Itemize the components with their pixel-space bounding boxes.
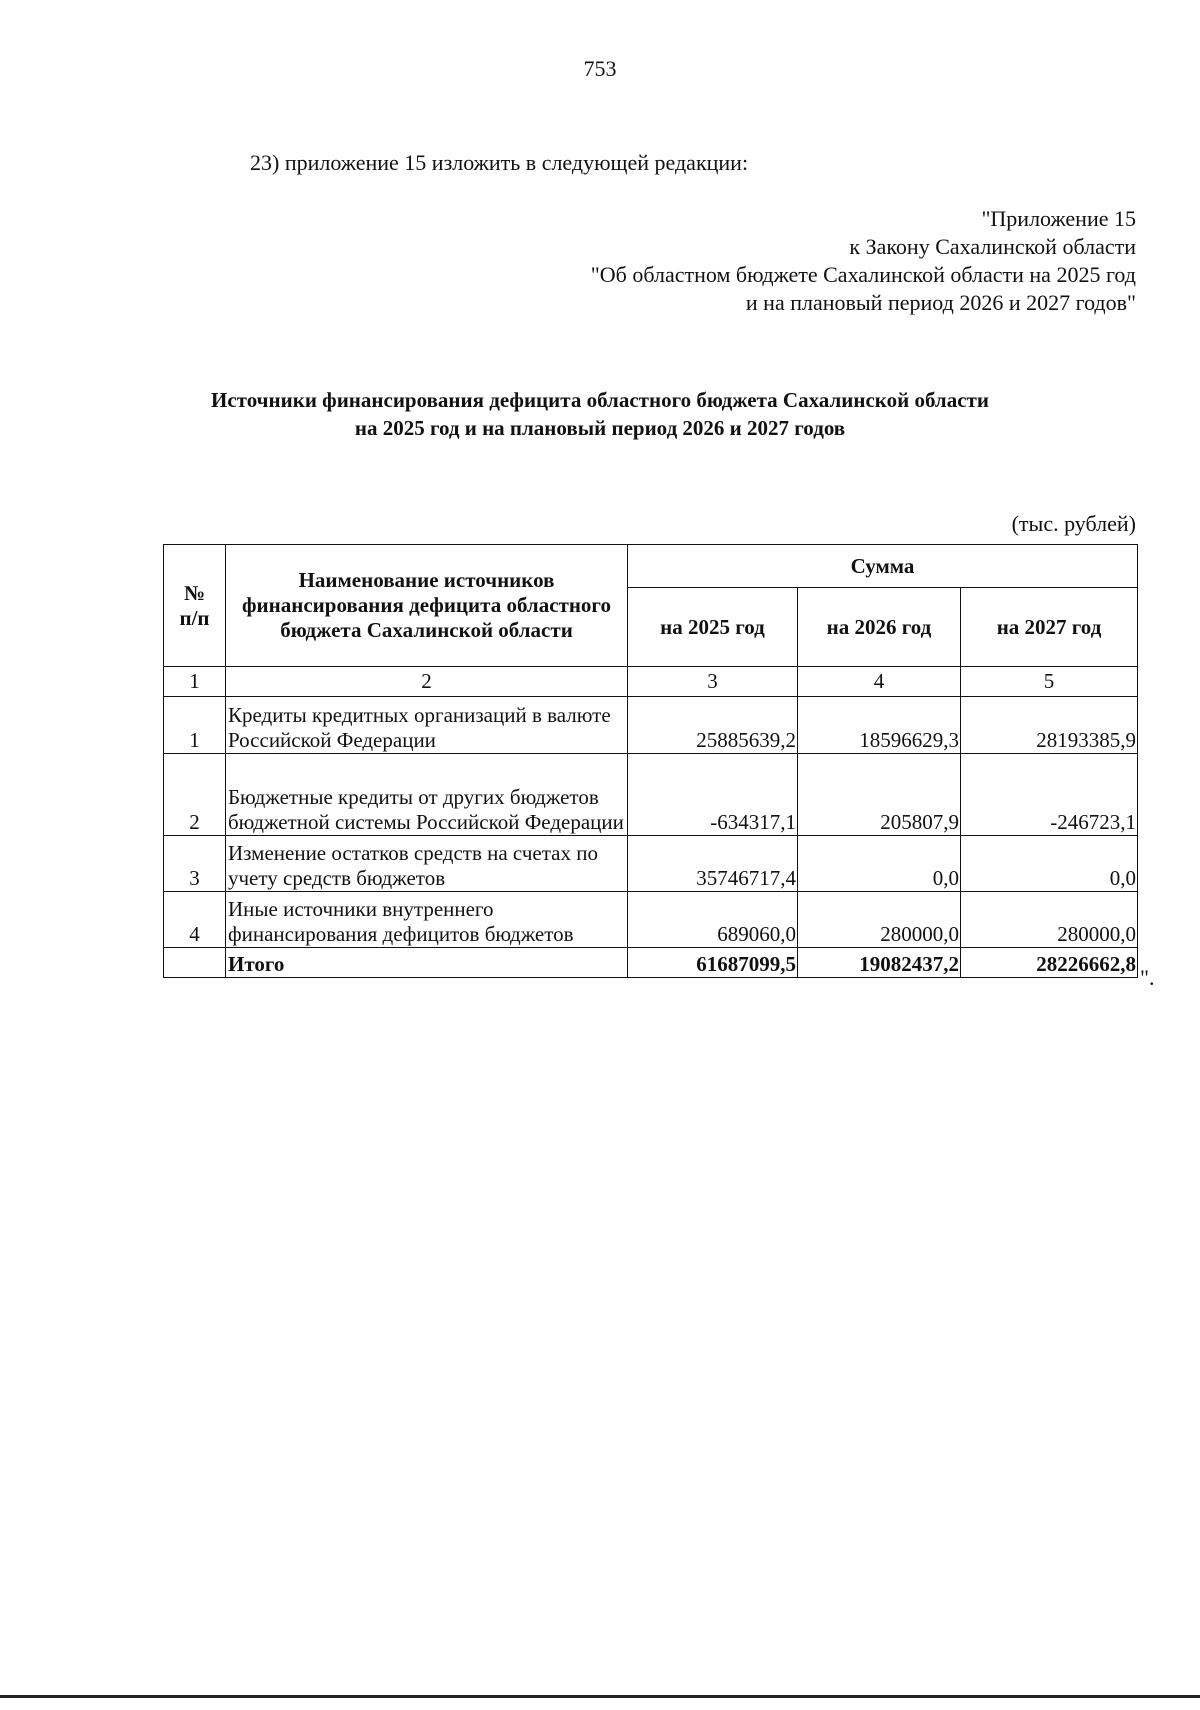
header-2025: на 2025 год bbox=[628, 588, 798, 667]
column-index: 5 bbox=[961, 667, 1138, 697]
row-name: Иные источники внутреннего финансирования дефицитов бюджетов bbox=[226, 892, 628, 948]
row-number: 4 bbox=[164, 892, 226, 948]
total-2026: 19082437,2 bbox=[798, 948, 961, 978]
value-2026: 18596629,3 bbox=[798, 697, 961, 754]
header-2027: на 2027 год bbox=[961, 588, 1138, 667]
row-number: 2 bbox=[164, 754, 226, 836]
table-row bbox=[164, 892, 1138, 948]
title-line-1: Источники финансирования дефицита областного бюджета Сахалинской области bbox=[211, 388, 989, 412]
column-index: 2 bbox=[226, 667, 628, 697]
header-2026: на 2026 год bbox=[798, 588, 961, 667]
total-number-empty bbox=[164, 948, 226, 978]
value-2026: 0,0 bbox=[798, 836, 961, 892]
total-row bbox=[164, 948, 1138, 978]
closing-quote: ". bbox=[1140, 965, 1155, 990]
units-label: (тыс. рублей) bbox=[1011, 511, 1136, 536]
table-row bbox=[164, 836, 1138, 892]
sources-table bbox=[163, 544, 1138, 978]
table-row bbox=[164, 754, 1138, 836]
column-index: 4 bbox=[798, 667, 961, 697]
total-label: Итого bbox=[226, 948, 628, 978]
appendix-line: к Закону Сахалинской области bbox=[849, 234, 1136, 259]
row-number: 3 bbox=[164, 836, 226, 892]
value-2027: 0,0 bbox=[961, 836, 1138, 892]
row-name: Бюджетные кредиты от других бюджетов бюджетной системы Российской Федерации bbox=[226, 754, 628, 836]
row-name: Изменение остатков средств на счетах по учету средств бюджетов bbox=[226, 836, 628, 892]
table-row bbox=[164, 697, 1138, 754]
appendix-line: "Приложение 15 bbox=[981, 206, 1136, 231]
page-number: 753 bbox=[583, 56, 617, 81]
value-2026: 205807,9 bbox=[798, 754, 961, 836]
row-number: 1 bbox=[164, 697, 226, 754]
document-title bbox=[0, 386, 1200, 442]
appendix-line: и на плановый период 2026 и 2027 годов" bbox=[745, 290, 1136, 315]
appendix-header bbox=[591, 205, 1136, 317]
value-2027: -246723,1 bbox=[961, 754, 1138, 836]
value-2025: -634317,1 bbox=[628, 754, 798, 836]
value-2027: 280000,0 bbox=[961, 892, 1138, 948]
header-sum: Сумма bbox=[628, 545, 1138, 588]
column-index: 1 bbox=[164, 667, 226, 697]
header-num: № п/п bbox=[164, 545, 226, 667]
header-name: Наименование источников финансирования дефицита областного бюджета Сахалинской области bbox=[226, 545, 628, 667]
total-2027: 28226662,8 bbox=[961, 948, 1138, 978]
value-2027: 28193385,9 bbox=[961, 697, 1138, 754]
row-name: Кредиты кредитных организаций в валюте Российской Федерации bbox=[226, 697, 628, 754]
column-index: 3 bbox=[628, 667, 798, 697]
value-2026: 280000,0 bbox=[798, 892, 961, 948]
appendix-line: "Об областном бюджете Сахалинской области на 2025 год bbox=[590, 262, 1136, 287]
bottom-rule bbox=[0, 1695, 1200, 1698]
value-2025: 35746717,4 bbox=[628, 836, 798, 892]
intro-text: 23) приложение 15 изложить в следующей редакции: bbox=[250, 150, 749, 175]
total-2025: 61687099,5 bbox=[628, 948, 798, 978]
value-2025: 25885639,2 bbox=[628, 697, 798, 754]
column-index-row bbox=[164, 667, 1138, 697]
title-line-2: на 2025 год и на плановый период 2026 и 2027 годов bbox=[354, 416, 846, 440]
value-2025: 689060,0 bbox=[628, 892, 798, 948]
